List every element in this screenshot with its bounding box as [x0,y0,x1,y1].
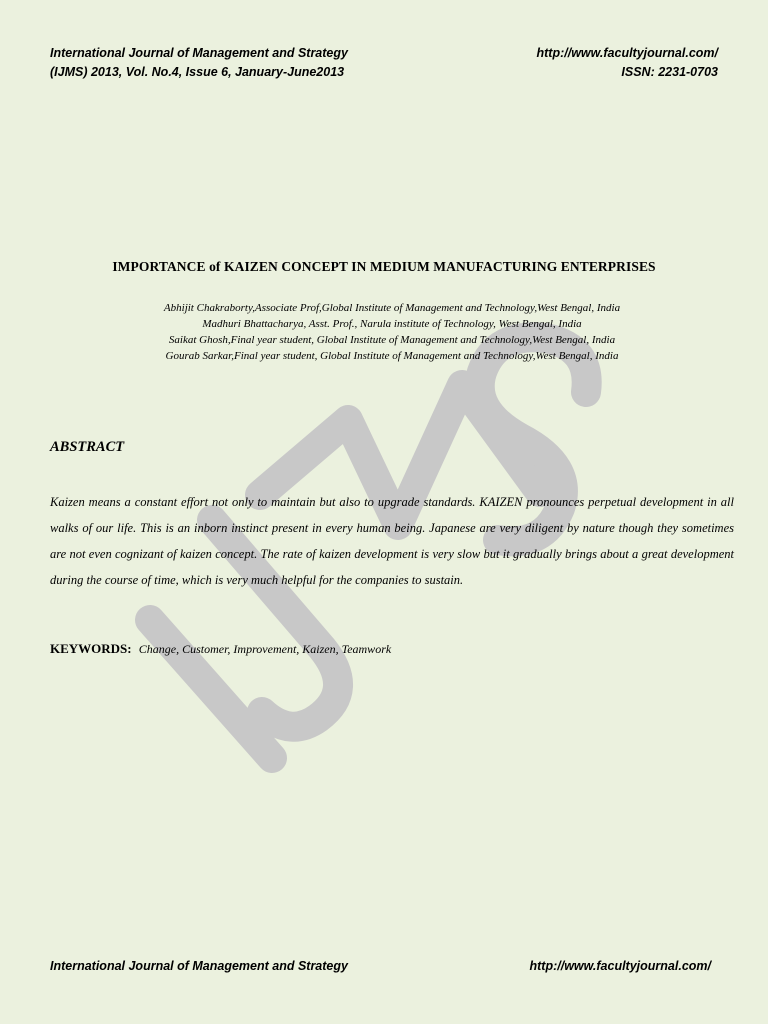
footer-url-link[interactable]: http://www.facultyjournal.com/ [529,959,711,973]
author-line: Madhuri Bhattacharya, Asst. Prof., Narula institute of Technology, West Bengal, India [202,318,582,330]
footer-journal-name: International Journal of Management and Strategy [50,959,348,973]
author-list [0,300,768,364]
header-url-link[interactable]: http://www.facultyjournal.com/ [536,46,718,60]
author-line: Saikat Ghosh,Final year student, Global Institute of Management and Technology,West Bengal, India [168,334,616,346]
header-right [537,44,719,82]
header-journal-name: International Journal of Management and Strategy [50,46,348,60]
abstract-body: Kaizen means a constant effort not only to maintain but also to upgrade standards. KAIZEN pronounces perpetual development in all walks of our life. This is an inborn instinct present in every human being. Japanese are very diligent by nature though they sometimes are not even cognizant of kaizen concept. The rate of kaizen development is very slow but it gradually brings about a great development during the course of time, which is very much helpful for the companies to sustain. [50,495,734,587]
author-line: Gourab Sarkar,Final year student, Global Institute of Management and Technology,West Bengal, India [165,350,619,362]
keywords-label: KEYWORDS: [50,641,132,656]
header-left [50,44,348,82]
abstract-heading: ABSTRACT [50,439,125,455]
keywords-line [50,641,391,657]
header-issue-info: (IJMS) 2013, Vol. No.4, Issue 6, January-June2013 [50,65,345,79]
author-line: Abhijit Chakraborty,Associate Prof,Global Institute of Management and Technology,West Bengal, India [163,302,621,314]
keywords-list: Change, Customer, Improvement, Kaizen, Teamwork [138,642,392,656]
paper-title: IMPORTANCE of KAIZEN CONCEPT IN MEDIUM MANUFACTURING ENTERPRISES [112,259,656,274]
header-issn: ISSN: 2231-0703 [621,65,718,79]
